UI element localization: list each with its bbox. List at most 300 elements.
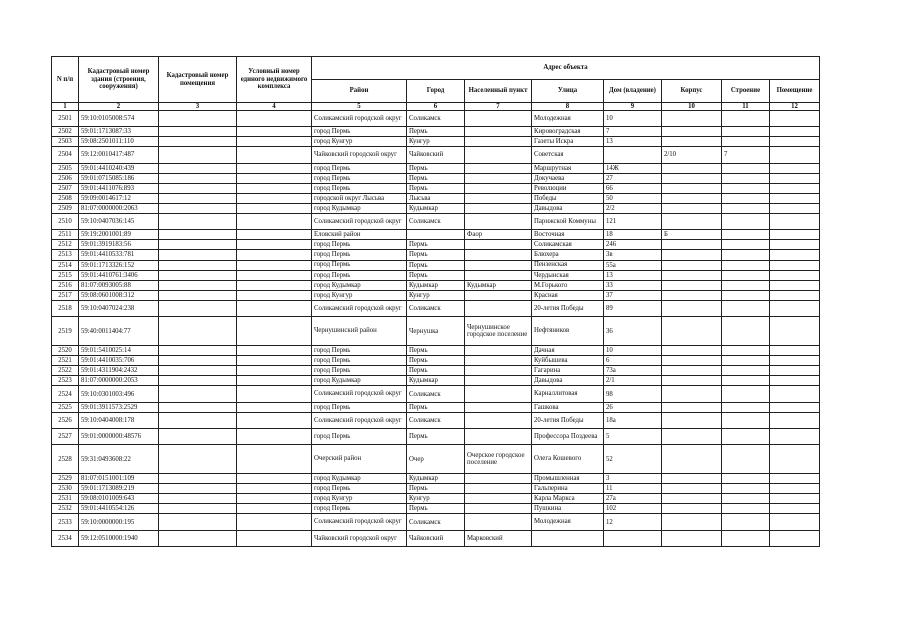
district-cell: город Пермь: [312, 428, 407, 444]
cadastral-building-cell: 59:01:4410035:706: [79, 356, 159, 366]
row-number-cell: 2520: [52, 346, 79, 356]
korpus-cell: [662, 530, 722, 546]
conditional-number-cell: [237, 504, 312, 514]
settlement-cell: Чернушинское городское поселение: [465, 317, 532, 346]
row-number-cell: 2530: [52, 484, 79, 494]
street-cell: Маршрутная: [532, 163, 604, 173]
cadastral-building-cell: 59:10:0407024:238: [79, 300, 159, 316]
house-cell: 55а: [604, 260, 662, 270]
cadastral-room-cell: [159, 173, 237, 183]
pomeshenie-cell: [770, 137, 820, 147]
settlement-cell: [465, 514, 532, 530]
pomeshenie-cell: [770, 250, 820, 260]
district-cell: город Кудымкар: [312, 474, 407, 484]
stroenie-cell: [722, 356, 770, 366]
col-header-stroenie: Строение: [722, 80, 770, 103]
korpus-cell: [662, 270, 722, 280]
street-cell: Нефтяников: [532, 317, 604, 346]
house-cell: 102: [604, 504, 662, 514]
conditional-number-cell: [237, 412, 312, 428]
settlement-cell: [465, 214, 532, 230]
table-row: [52, 484, 820, 494]
col-header-cond-number: Условный номер единого недвижимого комплекса: [237, 57, 312, 103]
korpus-cell: [662, 214, 722, 230]
settlement-cell: [465, 147, 532, 163]
cadastral-room-cell: [159, 111, 237, 127]
cadastral-room-cell: [159, 300, 237, 316]
stroenie-cell: [722, 173, 770, 183]
pomeshenie-cell: [770, 445, 820, 474]
cadastral-room-cell: [159, 386, 237, 402]
korpus-cell: Б: [662, 230, 722, 240]
table-row: [52, 111, 820, 127]
korpus-cell: [662, 173, 722, 183]
pomeshenie-cell: [770, 530, 820, 546]
conditional-number-cell: [237, 445, 312, 474]
table-row: [52, 260, 820, 270]
cadastral-building-cell: 59:09:0014617:12: [79, 193, 159, 203]
row-number-cell: 2523: [52, 376, 79, 386]
conditional-number-cell: [237, 530, 312, 546]
stroenie-cell: [722, 163, 770, 173]
house-cell: 5: [604, 428, 662, 444]
cadastral-building-cell: 81:07:0151001:109: [79, 474, 159, 484]
table-row: [52, 193, 820, 203]
stroenie-cell: [722, 402, 770, 412]
cadastral-building-cell: 59:10:0000000:195: [79, 514, 159, 530]
conditional-number-cell: [237, 317, 312, 346]
table-row: [52, 530, 820, 546]
district-cell: Соликамский городской округ: [312, 386, 407, 402]
cadastral-room-cell: [159, 412, 237, 428]
stroenie-cell: [722, 317, 770, 346]
korpus-cell: [662, 127, 722, 137]
house-cell: 37: [604, 290, 662, 300]
table-row: [52, 300, 820, 316]
conditional-number-cell: [237, 356, 312, 366]
row-number-cell: 2511: [52, 230, 79, 240]
cadastral-room-cell: [159, 376, 237, 386]
stroenie-cell: [722, 504, 770, 514]
conditional-number-cell: [237, 173, 312, 183]
table-row: [52, 514, 820, 530]
house-cell: 98: [604, 386, 662, 402]
city-cell: Пермь: [407, 183, 465, 193]
table-row: [52, 147, 820, 163]
conditional-number-cell: [237, 290, 312, 300]
korpus-cell: [662, 376, 722, 386]
conditional-number-cell: [237, 127, 312, 137]
column-number: 10: [662, 103, 722, 111]
city-cell: Чайковский: [407, 147, 465, 163]
pomeshenie-cell: [770, 514, 820, 530]
street-cell: Победы: [532, 193, 604, 203]
cadastral-room-cell: [159, 163, 237, 173]
row-number-cell: 2521: [52, 356, 79, 366]
house-cell: 3: [604, 474, 662, 484]
cadastral-room-cell: [159, 260, 237, 270]
row-number-cell: 2515: [52, 270, 79, 280]
house-cell: 13: [604, 270, 662, 280]
city-cell: Пермь: [407, 250, 465, 260]
city-cell: Пермь: [407, 402, 465, 412]
table-row: [52, 270, 820, 280]
row-number-cell: 2516: [52, 280, 79, 290]
cadastral-room-cell: [159, 514, 237, 530]
row-number-cell: 2503: [52, 137, 79, 147]
house-cell: 52: [604, 445, 662, 474]
district-cell: Чернушинский район: [312, 317, 407, 346]
cadastral-building-cell: 59:01:3911573:2529: [79, 402, 159, 412]
district-cell: Еловский район: [312, 230, 407, 240]
col-header-address-group: Адрес объекта: [312, 57, 820, 80]
settlement-cell: [465, 193, 532, 203]
table-row: [52, 474, 820, 484]
objects-table: [51, 56, 820, 547]
cadastral-building-cell: 59:01:1713087:33: [79, 127, 159, 137]
city-cell: Пермь: [407, 127, 465, 137]
col-header-n: N п/п: [52, 57, 79, 103]
korpus-cell: [662, 445, 722, 474]
conditional-number-cell: [237, 250, 312, 260]
street-cell: Дачная: [532, 346, 604, 356]
korpus-cell: [662, 514, 722, 530]
settlement-cell: [465, 250, 532, 260]
table-row: [52, 412, 820, 428]
street-cell: Куйбышева: [532, 356, 604, 366]
table-row: [52, 163, 820, 173]
cadastral-building-cell: 81:07:0000000:2063: [79, 203, 159, 213]
house-cell: 10: [604, 346, 662, 356]
settlement-cell: [465, 111, 532, 127]
street-cell: Олега Кошевого: [532, 445, 604, 474]
conditional-number-cell: [237, 111, 312, 127]
street-cell: Чердынская: [532, 270, 604, 280]
cadastral-building-cell: 59:01:1713089:219: [79, 484, 159, 494]
cadastral-building-cell: 59:01:0000000:48576: [79, 428, 159, 444]
city-cell: [407, 230, 465, 240]
city-cell: Пермь: [407, 260, 465, 270]
korpus-cell: [662, 183, 722, 193]
house-cell: 36: [604, 317, 662, 346]
column-number: 6: [407, 103, 465, 111]
stroenie-cell: [722, 203, 770, 213]
column-number: 12: [770, 103, 820, 111]
cadastral-room-cell: [159, 230, 237, 240]
cadastral-room-cell: [159, 203, 237, 213]
city-cell: Пермь: [407, 356, 465, 366]
cadastral-room-cell: [159, 280, 237, 290]
settlement-cell: Марковский: [465, 530, 532, 546]
cadastral-building-cell: 59:01:4410533:781: [79, 250, 159, 260]
district-cell: Очерский район: [312, 445, 407, 474]
column-number: 11: [722, 103, 770, 111]
city-cell: Соликамск: [407, 386, 465, 402]
table-row: [52, 250, 820, 260]
house-cell: 7: [604, 127, 662, 137]
table-row: [52, 280, 820, 290]
stroenie-cell: [722, 484, 770, 494]
stroenie-cell: [722, 183, 770, 193]
cadastral-building-cell: 59:01:3919183:56: [79, 240, 159, 250]
column-number: 5: [312, 103, 407, 111]
street-cell: Докучаева: [532, 173, 604, 183]
cadastral-room-cell: [159, 504, 237, 514]
cadastral-building-cell: 59:01:4411076:893: [79, 183, 159, 193]
row-number-cell: 2502: [52, 127, 79, 137]
col-header-korpus: Корпус: [662, 80, 722, 103]
cadastral-room-cell: [159, 356, 237, 366]
house-cell: 73а: [604, 366, 662, 376]
cadastral-room-cell: [159, 494, 237, 504]
city-cell: Пермь: [407, 240, 465, 250]
col-header-pomeshenie: Помещение: [770, 80, 820, 103]
cadastral-room-cell: [159, 240, 237, 250]
cadastral-building-cell: 59:01:4410554:126: [79, 504, 159, 514]
district-cell: город Пермь: [312, 260, 407, 270]
settlement-cell: Очерское городское поселение: [465, 445, 532, 474]
table-row: [52, 386, 820, 402]
row-number-cell: 2512: [52, 240, 79, 250]
settlement-cell: [465, 428, 532, 444]
korpus-cell: [662, 137, 722, 147]
conditional-number-cell: [237, 260, 312, 270]
conditional-number-cell: [237, 163, 312, 173]
district-cell: город Пермь: [312, 346, 407, 356]
pomeshenie-cell: [770, 214, 820, 230]
conditional-number-cell: [237, 230, 312, 240]
settlement-cell: [465, 270, 532, 280]
pomeshenie-cell: [770, 280, 820, 290]
house-cell: 13: [604, 137, 662, 147]
pomeshenie-cell: [770, 230, 820, 240]
house-cell: 33: [604, 280, 662, 290]
stroenie-cell: [722, 530, 770, 546]
district-cell: город Пермь: [312, 173, 407, 183]
street-cell: Промышленная: [532, 474, 604, 484]
settlement-cell: [465, 346, 532, 356]
pomeshenie-cell: [770, 173, 820, 183]
pomeshenie-cell: [770, 504, 820, 514]
cadastral-room-cell: [159, 270, 237, 280]
house-cell: 27а: [604, 494, 662, 504]
street-cell: Молодежная: [532, 514, 604, 530]
settlement-cell: [465, 203, 532, 213]
street-cell: Давыдова: [532, 203, 604, 213]
korpus-cell: [662, 280, 722, 290]
pomeshenie-cell: [770, 260, 820, 270]
house-cell: 11: [604, 484, 662, 494]
cadastral-building-cell: 81:07:0093005:88: [79, 280, 159, 290]
table-row: [52, 366, 820, 376]
row-number-cell: 2518: [52, 300, 79, 316]
cadastral-building-cell: 59:01:5410025:14: [79, 346, 159, 356]
settlement-cell: [465, 356, 532, 366]
cadastral-building-cell: 59:08:0601008:312: [79, 290, 159, 300]
settlement-cell: [465, 494, 532, 504]
street-cell: Восточная: [532, 230, 604, 240]
district-cell: город Кудымкар: [312, 376, 407, 386]
row-number-cell: 2501: [52, 111, 79, 127]
korpus-cell: [662, 111, 722, 127]
cadastral-building-cell: 59:10:0105008:574: [79, 111, 159, 127]
row-number-cell: 2524: [52, 386, 79, 402]
table-row: [52, 203, 820, 213]
city-cell: Соликамск: [407, 214, 465, 230]
table-row: [52, 445, 820, 474]
column-number-row: [52, 103, 820, 111]
pomeshenie-cell: [770, 494, 820, 504]
house-cell: 18а: [604, 412, 662, 428]
pomeshenie-cell: [770, 402, 820, 412]
column-number: 2: [79, 103, 159, 111]
cadastral-building-cell: 59:19:2001001:89: [79, 230, 159, 240]
korpus-cell: [662, 474, 722, 484]
table-row: [52, 214, 820, 230]
district-cell: город Пермь: [312, 270, 407, 280]
settlement-cell: Фаор: [465, 230, 532, 240]
conditional-number-cell: [237, 240, 312, 250]
house-cell: 2/2: [604, 203, 662, 213]
korpus-cell: [662, 193, 722, 203]
street-cell: Молодежная: [532, 111, 604, 127]
settlement-cell: Кудымкар: [465, 280, 532, 290]
table-row: [52, 173, 820, 183]
city-cell: Пермь: [407, 504, 465, 514]
cadastral-building-cell: 59:31:0493608:22: [79, 445, 159, 474]
cadastral-building-cell: 81:07:0000000:2053: [79, 376, 159, 386]
street-cell: Пензенская: [532, 260, 604, 270]
street-cell: Советская: [532, 147, 604, 163]
stroenie-cell: [722, 386, 770, 402]
col-header-city: Город: [407, 80, 465, 103]
settlement-cell: [465, 366, 532, 376]
col-header-district: Район: [312, 80, 407, 103]
stroenie-cell: [722, 111, 770, 127]
city-cell: Кудымкар: [407, 376, 465, 386]
settlement-cell: [465, 290, 532, 300]
table-row: [52, 504, 820, 514]
district-cell: город Пермь: [312, 484, 407, 494]
city-cell: Пермь: [407, 173, 465, 183]
pomeshenie-cell: [770, 203, 820, 213]
stroenie-cell: [722, 250, 770, 260]
conditional-number-cell: [237, 494, 312, 504]
district-cell: Соликамский городской округ: [312, 514, 407, 530]
table-row: [52, 346, 820, 356]
street-cell: [532, 530, 604, 546]
city-cell: Соликамск: [407, 412, 465, 428]
korpus-cell: [662, 386, 722, 402]
table-row: [52, 402, 820, 412]
column-number: 7: [465, 103, 532, 111]
stroenie-cell: [722, 445, 770, 474]
row-number-cell: 2514: [52, 260, 79, 270]
conditional-number-cell: [237, 514, 312, 530]
pomeshenie-cell: [770, 240, 820, 250]
stroenie-cell: [722, 376, 770, 386]
street-cell: Блюхера: [532, 250, 604, 260]
district-cell: город Пермь: [312, 163, 407, 173]
house-cell: 2/1: [604, 376, 662, 386]
conditional-number-cell: [237, 137, 312, 147]
row-number-cell: 2532: [52, 504, 79, 514]
row-number-cell: 2506: [52, 173, 79, 183]
row-number-cell: 2527: [52, 428, 79, 444]
house-cell: [604, 530, 662, 546]
cadastral-building-cell: 59:01:1713326:152: [79, 260, 159, 270]
stroenie-cell: [722, 346, 770, 356]
district-cell: город Кунгур: [312, 290, 407, 300]
house-cell: 121: [604, 214, 662, 230]
district-cell: город Кунгур: [312, 494, 407, 504]
city-cell: Кудымкар: [407, 474, 465, 484]
settlement-cell: [465, 386, 532, 402]
cadastral-room-cell: [159, 127, 237, 137]
stroenie-cell: 7: [722, 147, 770, 163]
conditional-number-cell: [237, 193, 312, 203]
street-cell: Карла Маркса: [532, 494, 604, 504]
column-number: 9: [604, 103, 662, 111]
settlement-cell: [465, 183, 532, 193]
pomeshenie-cell: [770, 183, 820, 193]
street-cell: Красная: [532, 290, 604, 300]
district-cell: город Кунгур: [312, 137, 407, 147]
city-cell: Пермь: [407, 428, 465, 444]
stroenie-cell: [722, 193, 770, 203]
stroenie-cell: [722, 260, 770, 270]
cadastral-building-cell: 59:01:4410761:3406: [79, 270, 159, 280]
table-row: [52, 183, 820, 193]
column-number: 8: [532, 103, 604, 111]
pomeshenie-cell: [770, 147, 820, 163]
street-cell: Пушкина: [532, 504, 604, 514]
settlement-cell: [465, 137, 532, 147]
table-row: [52, 317, 820, 346]
table-row: [52, 240, 820, 250]
row-number-cell: 2534: [52, 530, 79, 546]
table-row: [52, 230, 820, 240]
row-number-cell: 2526: [52, 412, 79, 428]
pomeshenie-cell: [770, 270, 820, 280]
conditional-number-cell: [237, 280, 312, 290]
pomeshenie-cell: [770, 111, 820, 127]
city-cell: Пермь: [407, 270, 465, 280]
korpus-cell: [662, 402, 722, 412]
house-cell: [604, 147, 662, 163]
row-number-cell: 2531: [52, 494, 79, 504]
row-number-cell: 2525: [52, 402, 79, 412]
house-cell: 18: [604, 230, 662, 240]
city-cell: Кунгур: [407, 494, 465, 504]
house-cell: 12: [604, 514, 662, 530]
pomeshenie-cell: [770, 474, 820, 484]
city-cell: Соликамск: [407, 514, 465, 530]
conditional-number-cell: [237, 147, 312, 163]
house-cell: 66: [604, 183, 662, 193]
settlement-cell: [465, 260, 532, 270]
city-cell: Соликамск: [407, 300, 465, 316]
city-cell: Кунгур: [407, 137, 465, 147]
cadastral-room-cell: [159, 183, 237, 193]
settlement-cell: [465, 240, 532, 250]
district-cell: город Пермь: [312, 250, 407, 260]
conditional-number-cell: [237, 376, 312, 386]
settlement-cell: [465, 412, 532, 428]
cadastral-room-cell: [159, 346, 237, 356]
district-cell: город Кудымкар: [312, 203, 407, 213]
pomeshenie-cell: [770, 386, 820, 402]
